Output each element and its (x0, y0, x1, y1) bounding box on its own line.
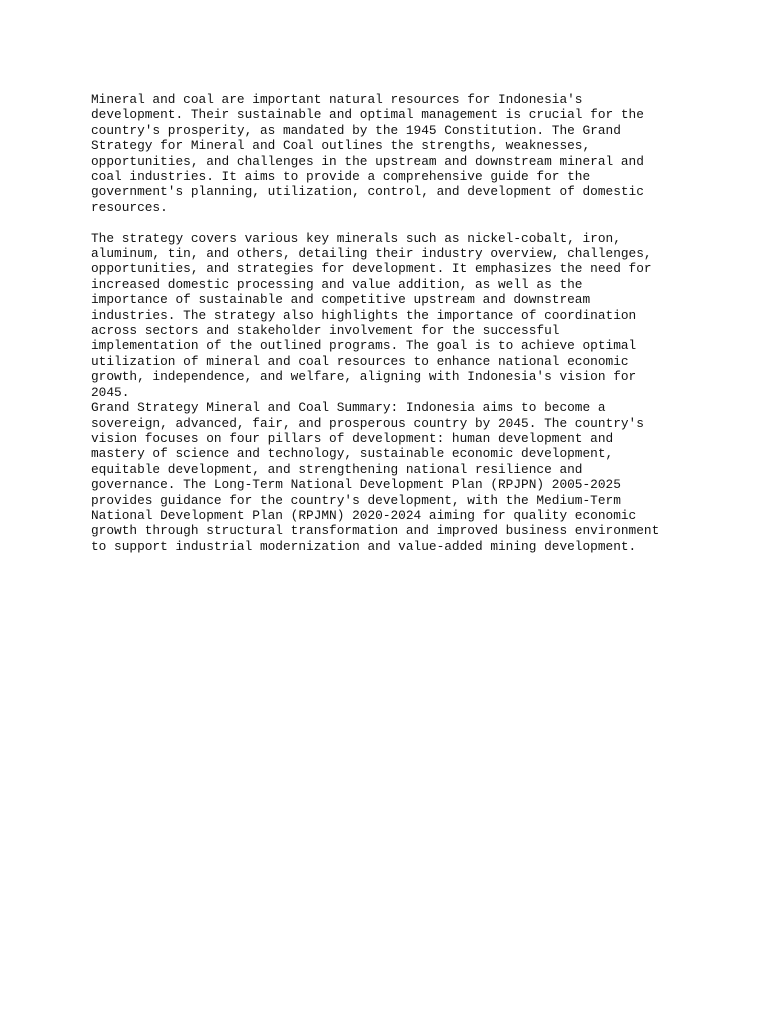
document-body (91, 92, 691, 554)
paragraph-intro: Mineral and coal are important natural resources for Indonesia's development. Their sustainable and optimal management is crucial for the country's prosperity, as mandated by the 1945 Constitution. The Grand Strategy for Mineral and Coal outlines the strengths, weaknesses, opportunities, and challenges in the upstream and downstream mineral and coal industries. It aims to provide a comprehensive guide for the government's planning, utilization, control, and development of domestic resources. (91, 92, 644, 215)
paragraph-strategy: The strategy covers various key minerals such as nickel-cobalt, iron, aluminum, tin, and others, detailing their industry overview, challenges, opportunities, and strategies for development. It emphasizes the need for increased domestic processing and value addition, as well as the importance of sustainable and competitive upstream and downstream industries. The strategy also highlights the importance of coordination across sectors and stakeholder involvement for the successful implementation of the outlined programs. The goal is to achieve optimal utilization of mineral and coal resources to enhance national economic growth, independence, and welfare, aligning with Indonesia's vision for 2045. (91, 230, 652, 400)
paragraph-summary: Grand Strategy Mineral and Coal Summary: Indonesia aims to become a sovereign, advanced, fair, and prosperous country by 2045. The country's vision focuses on four pillars of development: human development and mastery of science and technology, sustainable economic development, equitable development, and strengthening national resilience and governance. The Long-Term National Development Plan (RPJPN) 2005-2025 provides guidance for the country's development, with the Medium-Term National Development Plan (RPJMN) 2020-2024 aiming for quality economic growth through structural transformation and improved business environment to support industrial modernization and value-added mining development. (91, 400, 660, 554)
